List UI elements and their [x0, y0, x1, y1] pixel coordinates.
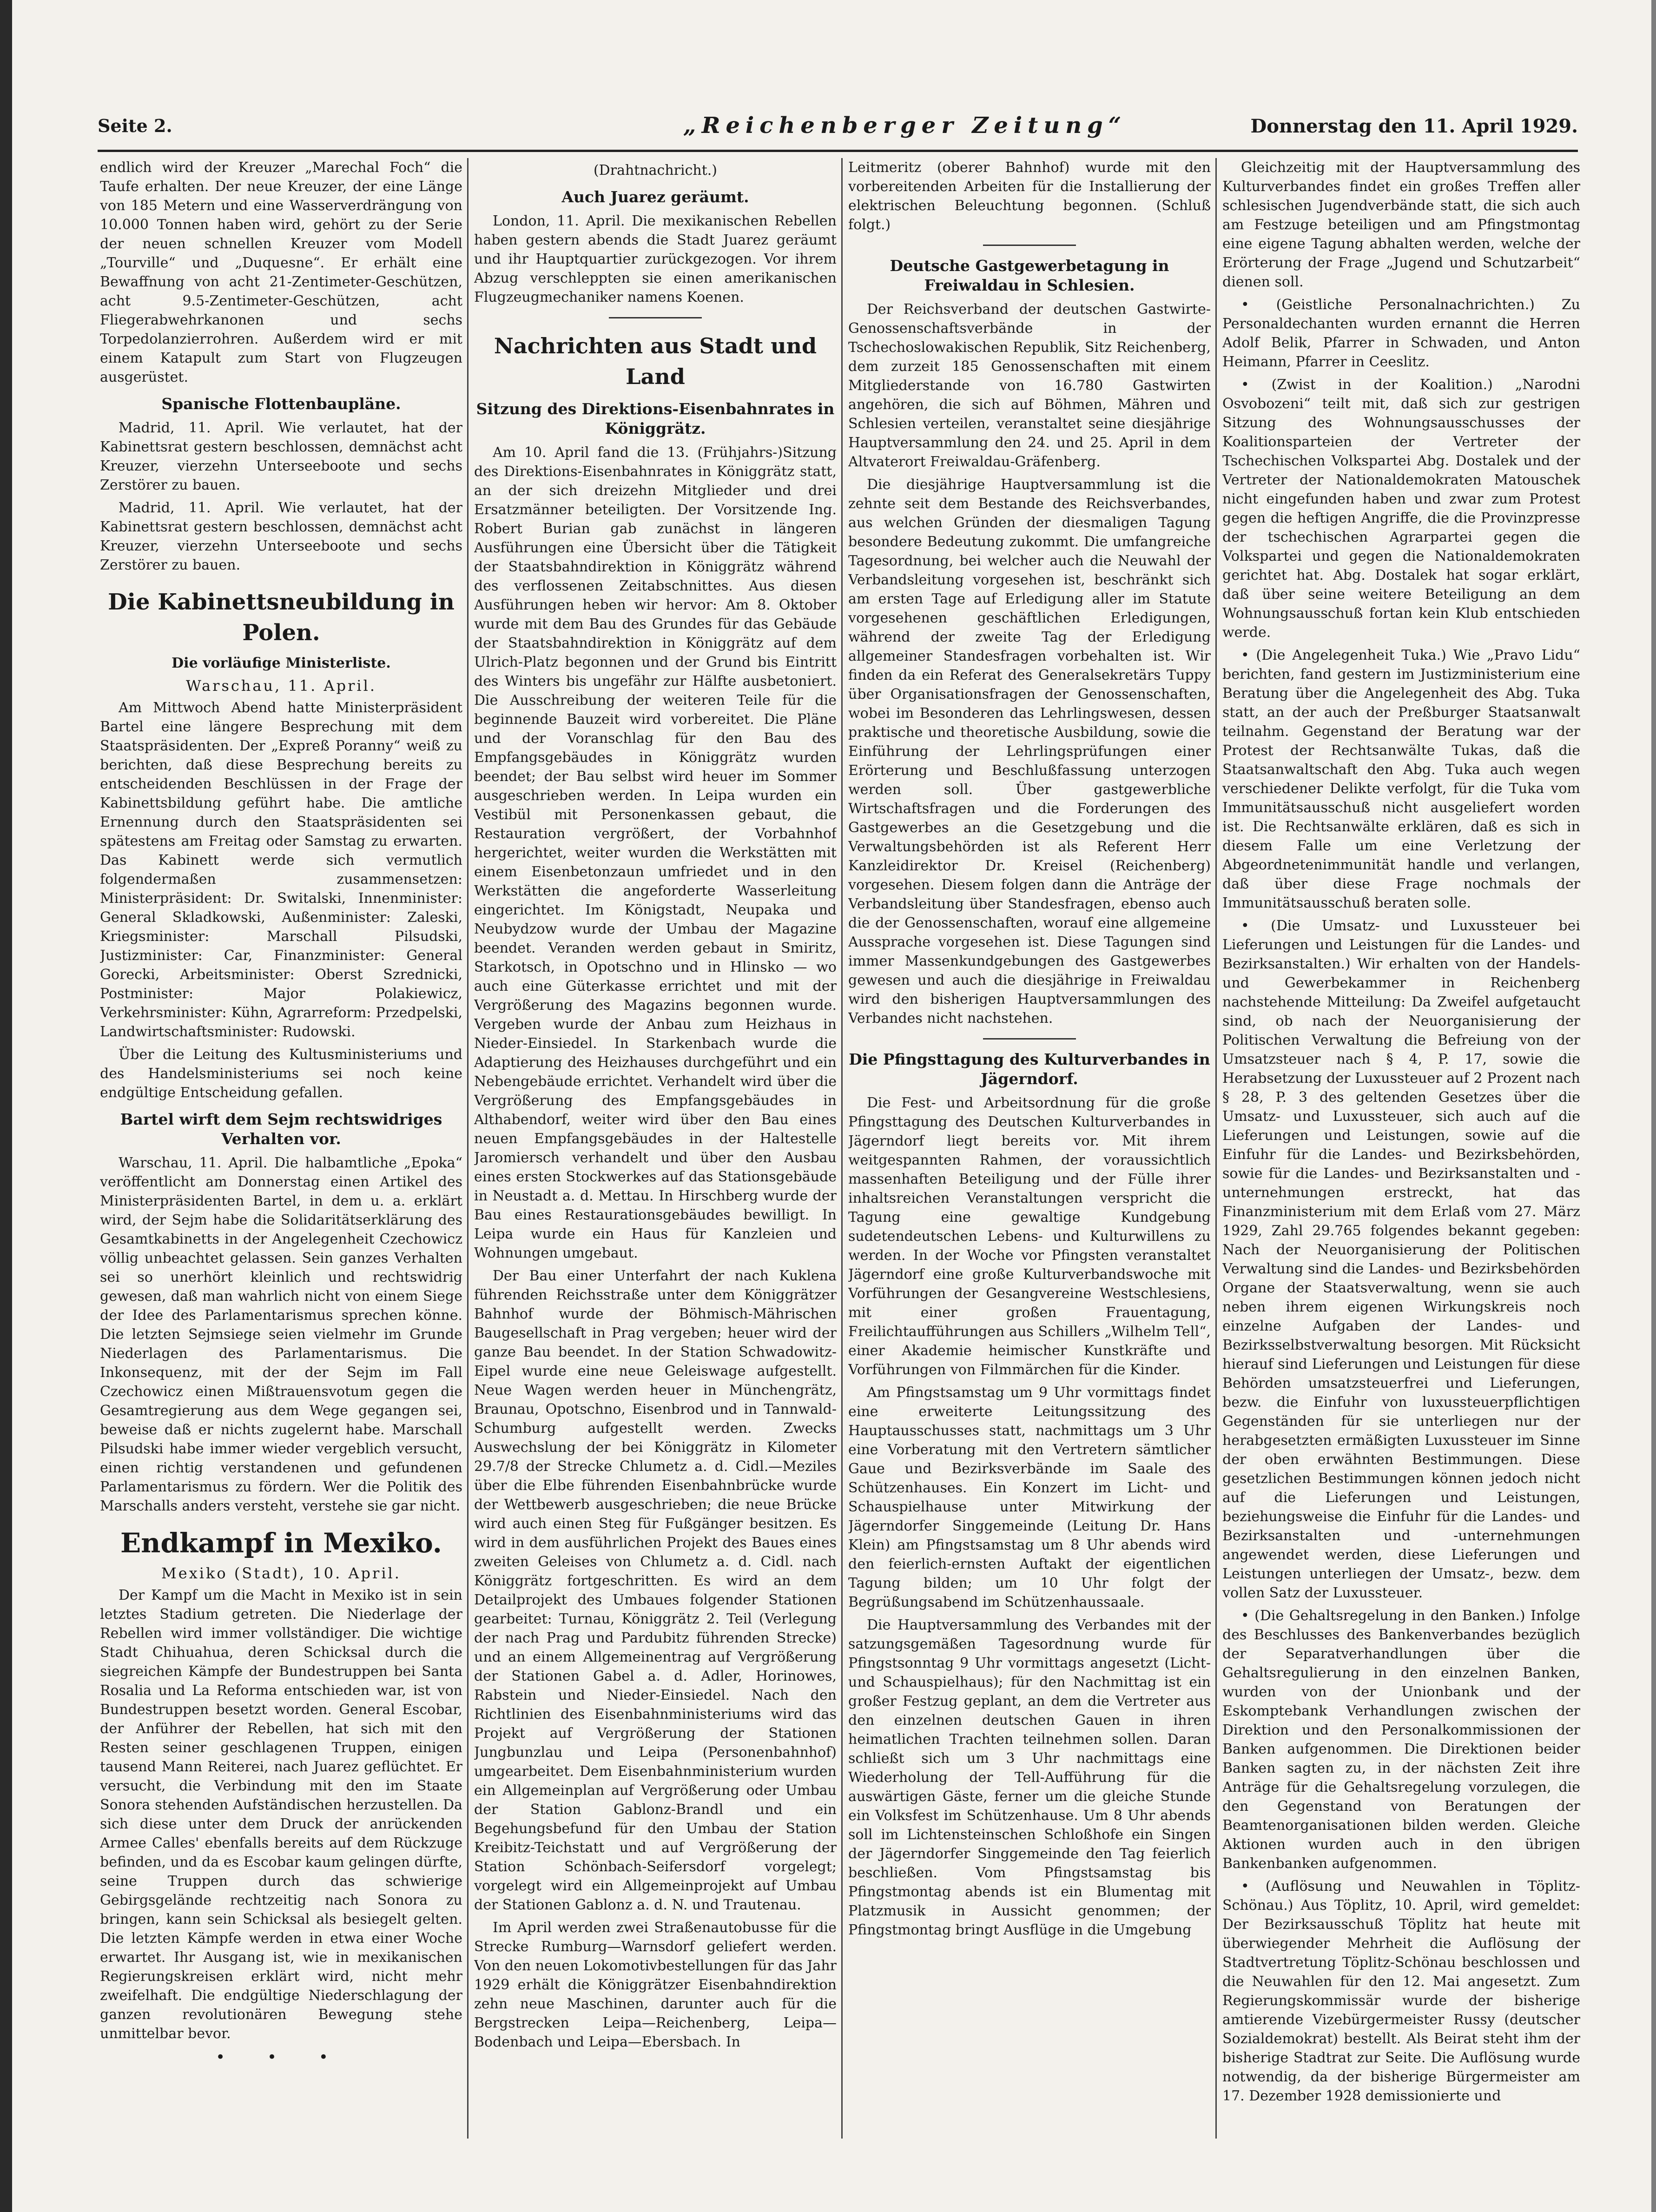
section-head-local-news: Nachrichten aus Stadt und Land — [494, 333, 817, 389]
paragraph: Am Mittwoch Abend hatte Ministerpräsident Bartel eine längere Besprechung mit dem Staatspräsidenten. Der „Expreß Poranny“ weiß zu berichten, daß diese Besprechung bereits zu entscheidenden Beschlüssen in der Frage der Kabinettsbildung geführt habe. Die amtliche Ernennung durch den Staatspräsidenten sei spätestens am Freitag oder Samstag zu erwarten. Das Kabinett werde sich vermutlich folgendermaßen zusammensetzen: Ministerpräsident: Dr. Switalski, Innenminister: General Skladkowski, Außenminister: Zaleski, Kriegsminister: Marschall Pilsudski, Justizminister: Car, Finanzminister: General Gorecki, Arbeitsminister: Oberst Szrednicki, Postminister: Major Polakiewicz, Verkehrsminister: Kühn, Agrarreform: Przedpelski, Landwirtschaftsminister: Rudowski. — [100, 700, 462, 1040]
headline-railway-board: Sitzung des Direktions-Eisenbahnrates in Königgrätz. — [476, 400, 835, 437]
column-rule — [1215, 158, 1217, 2139]
dateline: (Drahtnachricht.) — [593, 162, 718, 179]
news-item: • (Die Angelegenheit Tuka.) Wie „Pravo Lidu“ berichten, fand gestern im Justizministerium eine Beratung über die Angelegenheit des Abg. Tuka statt, an der auch der Preßburger Staatsanwalt teilnahm. Gegenstand der Beratung war der Protest der Rechtsanwälte Tukas, daß die Staatsanwaltschaft den Abg. Tuka auch wegen verschiedener Delikte verfolgt, für die Tuka vom Immunitätsausschuß nicht ausgeliefert worden ist. Die Rechtsanwälte erklären, daß es sich in diesem Falle um eine Verletzung der Abgeordnetenimmunität handle und verlangen, daß über diese Frage nochmals der Immunitätsausschuß beraten solle. — [1222, 647, 1580, 911]
paragraph: Im April werden zwei Straßenautobusse für die Strecke Rumburg—Warnsdorf geliefert werden. Von den neuen Lokomotivbestellungen für das Jahr 1929 erhält die Königgrätzer Eisenbahndirektion zehn neue Maschinen, darunter auch für die Bergstrecken Leipa—Reichenberg, Leipa—Bodenbach und Leipa—Ebersbach. In — [474, 1920, 837, 2050]
paragraph: Madrid, 11. April. Wie verlautet, hat der Kabinettsrat gestern beschlossen, demnächst acht Kreuzer, vierzehn Unterseeboote und sechs Zerstörer zu bauen. — [100, 500, 462, 573]
news-item: • (Die Umsatz- und Luxussteuer bei Lieferungen und Leistungen für die Landes- und Bezirksanstalten.) Wir erhalten von der Handels- und Gewerbekammer in Reichenberg nachstehende Mitteilung: Da Zweifel aufgetaucht sind, ob nach der Neuorganisierung der Politischen Verwaltung die Befreiung von der Umsatzsteuer nach § 4, P. 17, sowie die Herabsetzung der Luxussteuer auf 2 Prozent nach § 28, P. 3 des geltenden Gesetzes über die Umsatz- und Luxussteuer, sich auch auf die Lieferungen und Leistungen, sowie auf die Einfuhr für die Landes- und Bezirksbehörden, sowie für die Landes- und Bezirksanstalten und -unternehmungen erstreckt, hat das Finanzministerium mit dem Erlaß vom 27. März 1929, Zahl 29.765 folgendes bekannt gegeben: Nach der Neuorganisierung der Politischen Verwaltung sind die Landes- und Bezirksbehörden Organe der Staatsverwaltung, wenn sie auch neben ihrem eigenen Wirkungskreis noch einzelne Aufgaben der Landes- und Bezirksselbstverwaltung besorgen. Mit Rücksicht hierauf sind Lieferungen und Leistungen für diese Behörden umsatzsteuerfrei und Lieferungen, bezw. die Einfuhr von luxussteuerpflichtigen Gegenständen für sie unterliegen nur der herabgesetzten ermäßigten Luxussteuer im Sinne der oben erwähnten Bestimmungen. Diese gesetzlichen Bestimmungen können jedoch nicht auf die Lieferungen und Leistungen, beziehungsweise die Einfuhr für die Landes- und Bezirksanstalten und -unternehmungen angewendet werden, diese Lieferungen und Leistungen unterliegen der Umsatz-, bezw. dem vollen Satz der Luxussteuer. — [1222, 918, 1580, 1601]
divider — [609, 317, 702, 318]
section-dots: • • • — [216, 2048, 347, 2066]
paragraph: Der Kampf um die Macht in Mexiko ist in sein letztes Stadium getreten. Die Niederlage der Rebellen wird immer vollständiger. Die wichtige Stadt Chihuahua, deren Schicksal durch die siegreichen Kämpfe der Bundestruppen bei Santa Rosalia und La Reforma entschieden war, ist von Bundestruppen besetzt worden. General Escobar, der Anführer der Rebellen, hat sich mit den Resten seiner geschlagenen Truppen, einigen tausend Mann Reiterei, nach Juarez geflüchtet. Er versucht, die Verbindung mit den im Staate Sonora stehenden Aufständischen herzustellen. Da sich diese unter dem Druck der anrückenden Armee Calles' ebenfalls bereits auf dem Rückzuge befinden, und da es Escobar kaum gelingen dürfte, seine Truppen durch das schwierige Gebirgsgelände rechtzeitig nach Sonora zu bringen, kann sein Schicksal als besiegelt gelten. Die letzten Kämpfe werden in etwa einer Woche erwartet. Ihr Ausgang ist, wie in mexikanischen Regierungskreisen erklärt wird, nicht mehr zweifelhaft. Die endgültige Niederschlagung der ganzen revolutionären Bewegung stehe unmittelbar bevor. — [100, 1587, 462, 2042]
paragraph: Der Reichsverband der deutschen Gastwirte-Genossenschaftsverbände in der Tschechoslowakischen Republik, Sitz Reichenberg, dem zurzeit 185 Genossenschaften mit einem Mitgliederstande von 16.780 Gastwirten angehören, die sich auf Böhmen, Mähren und Schlesien verteilen, veranstaltet seine diesjährige Hauptversammlung den 24. und 25. April in dem Altvaterort Freiwaldau-Gräfenberg. — [848, 301, 1211, 470]
column-rule — [467, 158, 468, 2139]
divider — [983, 1038, 1076, 1040]
article-continuation: Gleichzeitig mit der Hauptversammlung des Kulturverbandes findet ein großes Treffen aller schlesischen Jugendverbände statt, die sich auch am Festzuge beteiligen und am Pfingstmontag eine eigene Tagung abhalten werden, welche der Erörterung der Frage „Jugend und Schutzarbeit“ dienen soll. — [1222, 159, 1580, 290]
headline-spain: Spanische Flottenbaupläne. — [161, 395, 401, 413]
column-rule — [841, 158, 843, 2139]
paragraph: London, 11. April. Die mexikanischen Rebellen haben gestern abends die Stadt Juarez geräumt und ihr Hauptquartier zurückgezogen. Vor ihrem Abzug verschleppten sie einen amerikanischen Flugzeugmechaniker namens Koenen. — [474, 213, 837, 305]
scan-edge-right — [1651, 0, 1656, 2212]
page-header — [98, 115, 1578, 145]
column-3 — [848, 158, 1211, 2139]
headline-mexico: Endkampf in Mexiko. — [120, 1527, 442, 1559]
dateline: Warschau, 11. April. — [185, 677, 377, 695]
divider — [983, 245, 1076, 246]
dateline: Mexiko (Stadt), 10. April. — [161, 1564, 401, 1582]
page-number: Seite 2. — [98, 115, 172, 136]
column-4 — [1222, 158, 1580, 2139]
header-rule — [98, 150, 1578, 152]
paragraph: Die diesjährige Hauptversammlung ist die zehnte seit dem Bestande des Reichsverbandes, aus welchen Gründen der diesmaligen Tagung besondere Bedeutung zukommt. Die umfangreiche Tagesordnung, bei welcher auch die Neuwahl der Verbandsleitung vorgesehen ist, beschränkt sich am ersten Tage auf Erledigung aller im Statute vorgesehenen geschäftlichen Erledigungen, während der zweite Tag der Erledigung allgemeiner Standesfragen vorbehalten ist. Wir finden da ein Referat des Generalsekretärs Tuppy über Organisationsfragen der Genossenschaften, wobei im Besonderen das Lehrlingswesen, dessen praktische und theoretische Ausbildung, sowie die Einführung der Lehrlingsprüfungen einer Erörterung und Beschlußfassung unterzogen werden soll. Über gastgewerbliche Wirtschaftsfragen und die Forderungen des Gastgewerbes an die Gesetzgebung und die Verwaltungsbehörden ist als Referent Herr Kanzleidirektor Dr. Kreisel (Reichenberg) vorgesehen. Diesem folgen dann die Anträge der Verbandsleitung über Standesfragen, ebenso auch die der Genossenschaften, worauf eine allgemeine Aussprache vorgesehen ist. Diese Tagungen sind immer Massenkundgebungen des Gastgewerbes gewesen und auch die diesjährige in Freiwaldau wird den bisherigen Hauptversammlungen des Verbandes nicht nachstehen. — [848, 477, 1211, 1027]
headline-poland: Die Kabinettsneubildung in Polen. — [108, 589, 455, 646]
paragraph: Warschau, 11. April. Die halbamtliche „Epoka“ veröffentlicht am Donnerstag einen Artikel des Ministerpräsidenten Bartel, in dem u. a. erklärt wird, der Sejm habe die Solidaritätserklärung des Gesamtkabinetts in der Angelegenheit Czechowicz völlig unbeachtet gelassen. Sein ganzes Verhalten sei so unerhört kleinlich und rechtswidrig gewesen, daß man wahrlich nicht von einem Siege der Idee des Parlamentarismus sprechen könne. Die letzten Sejmsiege seien vielmehr im Grunde Niederlagen des Parlamentarismus. Die Inkonsequenz, mit der der Sejm im Fall Czechowicz einen Mißtrauensvotum gegen die Gesamtregierung aus dem Wege gegangen sei, beweise daß er nichts zugelernt habe. Marschall Pilsudski habe immer wieder vergeblich versucht, einen richtig verstandenen und gefundenen Parlamentarismus zu fördern. Wer die Politik des Marschalls anders versteht, verstehe sie gar nicht. — [100, 1155, 462, 1514]
news-item: • (Auflösung und Neuwahlen in Töplitz-Schönau.) Aus Töplitz, 10. April, wird gemeldet: Der Bezirksausschuß Töplitz hat heute mit überwiegender Mehrheit die Auflösung der Stadtvertretung Töplitz-Schönau beschlossen und die Neuwahlen für den 12. Mai angesetzt. Zum Regierungskommissär wurde der bisherige amtierende Vizebürgermeister Russy (deutscher Sozialdemokrat) bestellt. Als Beirat steht ihm der bisherige Stadtrat zur Seite. Die Auflösung wurde notwendig, da der bisherige Bürgermeister am 17. Dezember 1928 demissionierte und — [1222, 1878, 1580, 2104]
issue-date: Donnerstag den 11. April 1929. — [1250, 115, 1578, 137]
headline-pfingsttagung: Die Pfingsttagung des Kulturverbandes in Jägerndorf. — [849, 1050, 1210, 1088]
subhead-poland: Die vorläufige Ministerliste. — [172, 655, 391, 671]
article-continuation: Leitmeritz (oberer Bahnhof) wurde mit den vorbereitenden Arbeiten für die Installierung der elektrischen Beleuchtung begonnen. (Schluß folgt.) — [848, 159, 1211, 233]
column-2 — [474, 158, 837, 2139]
article-continuation: endlich wird der Kreuzer „Marechal Foch“ die Taufe erhalten. Der neue Kreuzer, der eine Länge von 185 Metern und eine Wasserverdrängung von 10.000 Tonnen haben wird, gehört zu der Serie der neuen schnellen Kreuzer vom Modell „Tourville“ und „Duquesne“. Er erhält eine Bewaffnung von acht 21-Zentimeter-Geschützen, acht 9.5-Zentimeter-Geschützen, acht Fliegerabwehrkanonen und sechs Torpedolanzierrohren. Außerdem wird er mit einem Katapult zum Start von Flugzeugen ausgerüstet. — [100, 159, 462, 385]
paragraph: Die Hauptversammlung des Verbandes mit der satzungsgemäßen Tagesordnung wurde für Pfingstsonntag 9 Uhr vormittags angesetzt (Licht- und Schauspielhaus); für den Nachmittag ist ein großer Festzug geplant, an dem die Vertreter aus den einzelnen deutschen Gauen in ihren heimatlichen Trachten teilnehmen sollen. Daran schließt sich um 3 Uhr nachmittags eine Wiederholung der Tell-Aufführung für die auswärtigen Gäste, ferner um die gleiche Stunde ein Volksfest im Schützenhause. Um 8 Uhr abends soll im Lichtensteinschen Schloßhofe ein Singen der Jägerndorfer Singgemeinde den Tag feierlich beschließen. Vom Pfingstsamstag bis Pfingstmontag abends ist ein Blumentag mit Platzmusik in Aussicht genommen; der Pfingstmontag bringt Ausflüge in die Umgebung — [848, 1617, 1211, 1938]
paragraph: Der Bau einer Unterfahrt der nach Kuklena führenden Reichsstraße unter dem Königgrätzer Bahnhof wurde der Böhmisch-Mährischen Baugesellschaft in Prag vergeben; heuer wird der ganze Bau beendet. In der Station Schwadowitz-Eipel wurde eine neue Geleiswage aufgestellt. Neue Wagen werden heuer in Münchengrätz, Braunau, Opotschno, Eisenbrod und in Tannwald-Schumburg aufgestellt werden. Zwecks Auswechslung der bei Königgrätz in Kilometer 29.7/8 der Strecke Chlumetz a. d. Cidl.—Meziles über die Elbe führenden Eisenbahnbrücke wurde der Wettbewerb ausgeschrieben; die neue Brücke wird auch einen Steg für Fußgänger besitzen. Es wird in dem ausführlichen Projekt des Baues eines zweiten Geleises von Chlumetz a. d. Cidl. nach Königgrätz fortgeschritten. Es wird an dem Detailprojekt des Umbaues folgender Stationen gearbeitet: Turnau, Königgrätz 2. Teil (Verlegung der nach Prag und Pardubitz führenden Strecke) und an einem Allgemeinentrag auf Vergrößerung der Stationen Gabel a. d. Adler, Horinowes, Rabstein und Nieder-Einsiedel. Nach den Richtlinien des Eisenbahnministeriums wird das Projekt auf Vergrößerung der Stationen Jungbunzlau und Leipa (Personenbahnhof) umgearbeitet. Dem Eisenbahnministerium wurden ein Allgemeinplan auf Vergrößerung oder Umbau der Station Gablonz-Brandl und ein Begehungsbefund für den Umbau der Station Kreibitz-Teichstatt und auf Vergrößerung der Station Schönbach-Seifersdorf vorgelegt; vorgelegt wird ein Allgemeinprojekt auf Umbau der Stationen Gablonz a. d. N. und Trautenau. — [474, 1268, 837, 1913]
paragraph: Am Pfingstsamstag um 9 Uhr vormittags findet eine erweiterte Leitungssitzung des Hauptausschusses statt, nachmittags um 3 Uhr eine Vorberatung mit den Vertretern sämtlicher Gaue und Bezirksverbände im Saale des Schützenhauses. Ein Konzert im Licht- und Schauspielhause unter Mitwirkung der Jägerndorfer Singgemeinde (Leitung Dr. Hans Klein) am Pfingstsamstag um 8 Uhr abends wird den feierlich-ernsten Auftakt der eigentlichen Tagung bilden; um 10 Uhr folgt der Begrüßungsabend im Schützenhaussaale. — [848, 1384, 1211, 1610]
paragraph: Madrid, 11. April. Wie verlautet, hat der Kabinettsrat gestern beschlossen, demnächst acht Kreuzer, vierzehn Unterseeboote und sechs Zerstörer zu bauen. — [100, 420, 462, 493]
paragraph: Über die Leitung des Kultusministeriums und des Handelsministeriums sei noch keine endgültige Entscheidung gefallen. — [100, 1046, 462, 1101]
news-item: • (Zwist in der Koalition.) „Narodni Osvobozeni“ teilt mit, daß sich zur gestrigen Sitzung des Wohnungsausschusses der Koalitionsparteien der Vertreter der Tschechischen Volkspartei Abg. Dostalek und der Vertreter der Nationaldemokraten Matouschek nicht eingefunden haben und zwar zum Protest gegen die heftigen Angriffe, die die Provinzpresse der tschechischen Agrarpartei gegen die Volkspartei und gegen die Nationaldemokraten gerichtet hat. Abg. Dostalek hat sogar erklärt, daß über seine weitere Beteiligung an dem Wohnungsausschuß fortan kein Klub entschieden werde. — [1222, 377, 1580, 641]
news-item: • (Die Gehaltsregelung in den Banken.) Infolge des Beschlusses des Bankenverbandes bezüglich der Separatverhandlungen über die Gehaltsregulierung in den einzelnen Banken, wurden von der Unionbank und der Eskomptebank Verhandlungen zwischen der Direktion und den Personalkommissionen der Banken aufgenommen. Die Direktionen beider Banken sagten zu, in der nächsten Zeit ihre Anträge für die Gehaltsregelung vorzulegen, die den Gegenstand von Beratungen der Beamtenorganisationen bilden werden. Gleiche Aktionen wurden auch in den übrigen Bankenbanken aufgenommen. — [1222, 1608, 1580, 1872]
column-1 — [100, 158, 462, 2139]
paragraph: Am 10. April fand die 13. (Frühjahrs-)Sitzung des Direktions-Eisenbahnrates in Königgrätz statt, an der sich dreizehn Mitglieder und drei Ersatzmänner beteiligten. Der Vorsitzende Ing. Robert Burian gab zunächst in längeren Ausführungen eine Übersicht über die Tätigkeit der Staatsbahndirektion in Königgrätz während des verflossenen Zeitabschnittes. Aus diesen Ausführungen heben wir hervor: Am 8. Oktober wurde mit dem Bau des Grundes für das Gebäude der Staatsbahndirektion in Königgrätz auf dem Ulrich-Platz begonnen und der Grund bis Eintritt des Winters bis ungefähr zur Hälfte ausbetoniert. Die Ausschreibung der weiteren Teile für die beginnende Bauzeit wird vorbereitet. Die Pläne und der Voranschlag für den Bau des Empfangsgebäudes in Königgrätz wurden beendet; der Bau selbst wird heuer im Sommer ausgeschrieben werden. In Leipa wurden ein Vestibül mit Personenkassen gebaut, die Restauration vergrößert, der Vorbahnhof hergerichtet, weiter wurden die Werkstätten mit einem Eisenbetonzaun umfriedet und in den Werkstätten die angeforderte Wasserleitung eingerichtet. Im Königstadt, Neupaka und Neubydzow wurde der Umbau der Magazine beendet. Veranden werden gebaut in Smiritz, Starkotsch, in Opotschno und in Hlinsko — wo auch eine Güterkasse errichtet und mit der Vergrößerung des Magazins begonnen wurde. Vergeben wurde der Anbau zum Heizhaus in Nieder-Einsiedel. In Starkenbach wurde die Adaptierung des Heizhauses durchgeführt und ein Nebengebäude errichtet. Verhandelt wird über die Vergrößerung des Empfangsgebäudes in Althabendorf, weiter wird über den Bau eines neuen Empfangsgebäudes in der Haltestelle Jaromiersch verhandelt und über den Ausbau eines ersten Stockwerkes auf das Stationsgebäude in Neustadt a. d. Mettau. In Hirschberg wurde der Bau eines Restaurationsgebäudes bewilligt. In Leipa wurde ein Haus für Kanzleien und Wohnungen umgebaut. — [474, 444, 837, 1261]
headline-gastgewerbe: Deutsche Gastgewerbetagung in Freiwaldau in Schlesien. — [890, 257, 1169, 294]
headline-juarez: Auch Juarez geräumt. — [561, 188, 749, 206]
news-item: • (Geistliche Personalnachrichten.) Zu Personaldechanten wurden ernannt die Herren Adolf Belik, Pfarrer in Schwaden, und Anton Heimann, Pfarrer in Ceeslitz. — [1222, 297, 1580, 370]
newspaper-title: „Reichenberger Zeitung“ — [683, 113, 1127, 139]
scan-edge-left — [0, 0, 12, 2212]
headline-bartel: Bartel wirft dem Sejm rechtswidriges Verhalten vor. — [120, 1110, 442, 1148]
paragraph: Die Fest- und Arbeitsordnung für die große Pfingsttagung des Deutschen Kulturverbandes in Jägerndorf liegt bereits vor. Mit ihrem weitgespannten Rahmen, der voraussichtlich massenhaften Beteiligung und der Fülle ihrer inhaltsreichen Veranstaltungen verspricht die Tagung eine gewaltige Kundgebung sudetendeutschen Lebens- und Kulturwillens zu werden. In der Woche vor Pfingsten veranstaltet Jägerndorf eine große Kulturverbandswoche mit Vorführungen der Gesangvereine Westschlesiens, mit einer großen Frauentagung, Freilichtaufführungen aus Schillers „Wilhelm Tell“, einer Akademie heimischer Kunstkräfte und Vorführungen von Filmmärchen für die Kinder. — [848, 1095, 1211, 1378]
